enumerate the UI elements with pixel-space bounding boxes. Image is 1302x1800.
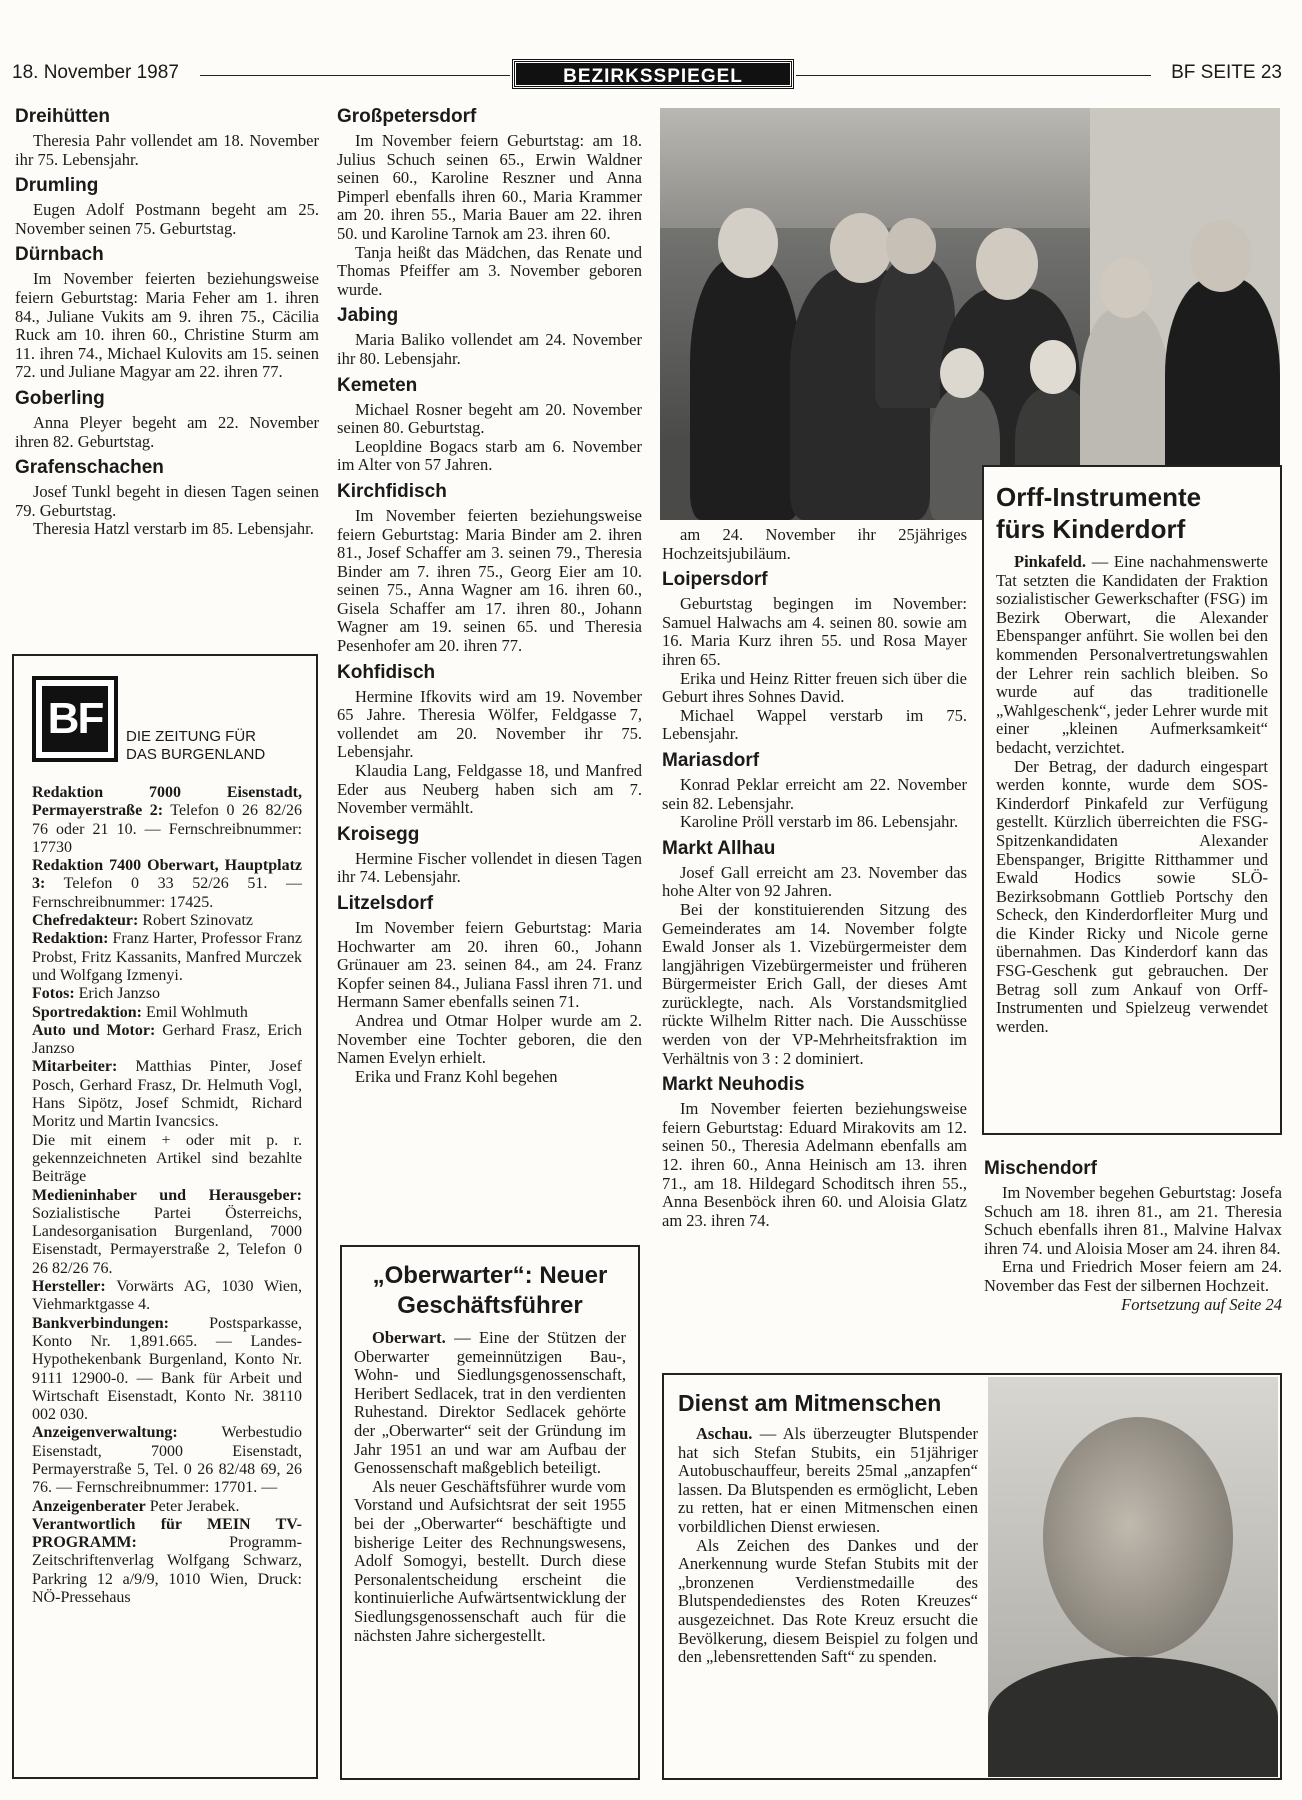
col2-title-5: Kroisegg <box>337 823 420 845</box>
col2-para-0-0: Im November feiern Geburtstag: am 18. Julius Schuch seinen 65., Erwin Waldner seinen 60., Karoline Reszner und Anna Pimperl ebenfalls ihren 60., Maria Krammer am 20. ihren 55., Maria Bauer am 22. ihren 50. und Karoline Tarnok am 23. ihren 60. <box>337 131 642 243</box>
continued-notice: Fortsetzung auf Seite 24 <box>1121 1294 1282 1314</box>
oberwarter-dateline: Oberwart. <box>372 1328 446 1347</box>
oberwarter-article <box>340 1245 640 1780</box>
column-1 <box>15 100 319 539</box>
dienst-headline: Dienst am Mitmenschen <box>678 1390 942 1416</box>
impressum-line <box>32 912 302 930</box>
tagline-line-2: DAS BURGENLAND <box>126 746 266 763</box>
impressum-line <box>32 1278 302 1315</box>
impressum-value: Robert Szinovatz <box>138 912 253 930</box>
impressum-value: Die mit einem + oder mit p. r. gekennzeichneten Artikel sind bezahlte Beiträge <box>32 1131 302 1186</box>
column-3 <box>662 526 967 1230</box>
oberwarter-headline-2: Geschäftsführer <box>397 1292 583 1319</box>
col2-title-0: Großpetersdorf <box>337 106 477 127</box>
col3-para-3-1: Bei der konstituierenden Sitzung des Gemeinderates am 14. November folgte Ewald Jonser als 1. Vizebürgermeister dem langjährigen Vizebürgermeister und früheren Bürgermeister Erich Gall, der dieses Amt zurücklegte, nach. Als Vorstandsmitglied rückte Wilhelm Ritter nach. Die Ausschüsse werden von der VP-Mehrheitsfraktion im Verhältnis von 3 : 2 dominiert. <box>662 899 967 1068</box>
impressum-line <box>32 1498 302 1516</box>
col3-title-2: Mariasdorf <box>662 749 760 771</box>
impressum-label: Anzeigenberater <box>32 1497 146 1515</box>
impressum-label: Verantwortlich für MEIN TV-PROGRAMM: <box>32 1515 302 1552</box>
col3-title-1: Loipersdorf <box>662 569 768 591</box>
impressum-line <box>32 1187 302 1278</box>
dienst-dateline: Aschau. <box>696 1424 753 1443</box>
impressum-value: Programm-Zeitschriftenverlag Wolfgang Schwarz, Parkring 12 a/9/9, 1010 Wien, Druck: NÖ-Pressehaus <box>32 1534 302 1607</box>
col2-para-2-0: Michael Rosner begeht am 20. November seinen 80. Geburtstag. <box>337 399 642 438</box>
orff-headline-1: Orff-Instrumente <box>996 482 1202 512</box>
col1-para-1-0: Eugen Adolf Postmann begeht am 25. November seinen 75. Geburtstag. <box>15 200 319 238</box>
oberwarter-para-2: Als neuer Geschäftsführer wurde vom Vorstand und Aufsichtsrat der seit 1955 bei der „Oberwarter“ beschäftigte und bisherige Leiter des Rechnungswesens, Adolf Somogyi, bestellt. Durch diese Personalentscheidung erscheint die kontinuierliche Aufwärtsentwicklung der Siedlungsgenossenschaft auch für die nächsten Jahre sichergestellt. <box>354 1476 626 1645</box>
col3-title-3: Markt Allhau <box>662 837 776 859</box>
col2-title-3: Kirchfidisch <box>337 480 447 502</box>
impressum-value: Vorwärts AG, 1030 Wien, Viehmarktgasse 4. <box>32 1278 302 1314</box>
impressum-line <box>32 1516 302 1607</box>
col1-title-3: Goberling <box>15 387 105 409</box>
portrait-photo <box>988 1377 1278 1777</box>
col2-para-5-0: Hermine Fischer vollendet in diesen Tagen ihr 74. Lebensjahr. <box>337 848 642 887</box>
column-2 <box>337 100 642 1086</box>
col3-para-0-0: am 24. November ihr 25jähriges Hochzeitsjubiläum. <box>662 525 967 563</box>
issue-date: 18. November 1987 <box>12 62 179 83</box>
impressum-label: Redaktion 7000 Eisenstadt, Permayerstraße 2: <box>32 784 302 820</box>
impressum-label: Redaktion: <box>32 930 109 948</box>
impressum-value: Peter Jerabek. <box>145 1497 240 1515</box>
col3-para-4-0: Im November feierten beziehungsweise feiern Geburtstag: Eduard Mirakovits am 12. seinen 50., Theresia Adelmann ebenfalls am 12. ihren 60., Anna Heinisch am 13. ihren 71., am 18. Hildegard Schoditsch ihren 55., Anna Besenböck ihren 60. und Aloisia Glatz am 23. ihren 74. <box>662 1099 967 1230</box>
impressum-label: Bankverbindungen: <box>32 1314 169 1332</box>
header-rule-left <box>200 75 510 76</box>
group-photo <box>660 108 1280 520</box>
page-header <box>0 60 1302 90</box>
impressum-line <box>32 857 302 912</box>
dienst-article <box>662 1373 1282 1780</box>
impressum-line <box>32 1424 302 1497</box>
col1-title-4: Grafenschachen <box>15 457 164 479</box>
dienst-para-2: Als Zeichen des Dankes und der Anerkennung wurde Stefan Stubits mit der „bronzenen Verdienstmedaille des Blutspendedienstes des Roten Kreuzes“ ausgezeichnet. Das Rote Kreuz ersucht die Bevölkerung, diesem Beispiel zu folgen und den „lebensrettenden Saft“ zu spenden. <box>678 1535 978 1667</box>
mischendorf-title: Mischendorf <box>984 1158 1097 1179</box>
oberwarter-para-1: — Eine der Stützen der Oberwarter gemeinnützigen Bau-, Wohn- und Siedlungsgenossenschaft, Heribert Sedlacek, trat in den verdienten Ruhestand. Direktor Sedlacek gehörte der „Oberwarter“ seit der Gründung im Jahr 1951 an und war am Aufbau der Genossenschaft maßgeblich beteiligt. <box>354 1328 626 1478</box>
impressum-line <box>32 784 302 857</box>
col3-title-4: Markt Neuhodis <box>662 1074 805 1096</box>
col3-para-1-2: Michael Wappel verstarb im 75. Lebensjahr. <box>662 705 967 744</box>
orff-article <box>982 465 1282 1135</box>
impressum-value: Emil Wohlmuth <box>141 1003 248 1021</box>
bf-logo <box>32 676 118 762</box>
impressum-value: Franz Harter, Professor Franz Probst, Fritz Kassanits, Manfred Murczek und Wolfgang Izmenyi. <box>32 930 302 984</box>
section-banner: BEZIRKSSPIEGEL <box>513 60 793 88</box>
impressum-value: Erich Janzso <box>74 985 160 1003</box>
col3-para-1-1: Erika und Heinz Ritter freuen sich über die Geburt ihres Sohnes David. <box>662 668 967 707</box>
orff-para-2: Der Betrag, der dadurch eingespart werden konnte, wurde dem SOS-Kinderdorf Pinkafeld zur Verfügung gestellt. Kürzlich überreichten die FSG-Spitzenkandidaten Alexander Ebenspanger, Brigitte Ritthammer und Ewald Hodics sowie SLÖ-Bezirksobmann Gottlieb Portschy den Scheck, den Kinderdorfleiter Murg und die Kinder Ricky und Nicole gerne übernahmen. Das Kinderdorf kann das FSG-Geschenk gut gebrauchen. Der Betrag soll zum Ankauf von Orff-Instrumenten und Spielzeug verwendet werden. <box>996 756 1268 1036</box>
impressum-text <box>32 784 302 1607</box>
col1-title-2: Dürnbach <box>15 244 104 266</box>
impressum-line <box>32 1132 302 1187</box>
col3-para-3-0: Josef Gall erreicht am 23. November das hohe Alter von 92 Jahren. <box>662 862 967 901</box>
impressum-value: Gerhard Frasz, Erich Janzso <box>32 1021 302 1058</box>
impressum-label: Mitarbeiter: <box>32 1058 118 1076</box>
col2-para-6-2: Erika und Franz Kohl begehen <box>355 1066 558 1086</box>
impressum-label: Hersteller: <box>32 1278 106 1296</box>
impressum-label: Anzeigenverwaltung: <box>32 1424 178 1442</box>
impressum-line <box>32 930 302 985</box>
impressum-value: Telefon 0 26 82/26 76 oder 21 10. — Fernschreibnummer: 17730 <box>32 802 302 856</box>
oberwarter-headline-1: „Oberwarter“: Neuer <box>372 1262 608 1289</box>
impressum-line <box>32 1058 302 1131</box>
orff-para-1: — Eine nachahmenswerte Tat setzten die Kandidaten der Fraktion sozialistischer Gewerkschafter (FSG) im Bezirk Oberwart, die Alexander Ebenspanger anführt. Sie wollen bei den kommenden Personalvertretungswahlen der Lehrer rein sachlich bleiben. So wurde auf das traditionelle „Wahlgeschenk“, jeder Lehrer wurde mit einer „kleinen Aufmerksamkeit“ bedacht, verzichtet. <box>996 552 1269 757</box>
col2-para-3-0: Im November feierten beziehungsweise feiern Geburtstag: Maria Binder am 2. ihren 81., Josef Schaffer am 3. seinen 79., Theresia Binder am 7. ihren 75., Georg Eier am 10. seinen 75., Anna Wagner am 16. ihren 60., Gisela Schaffer am 17. ihren 80., Johann Wagner am 19. seinen 65. und Theresia Pesenhofer am 20. ihren 77. <box>337 505 642 656</box>
impressum-value: Telefon 0 33 52/26 51. — Fernschreibnummer: 17425. <box>32 875 302 911</box>
col2-para-1-0: Maria Baliko vollendet am 24. November ihr 80. Lebensjahr. <box>337 330 642 368</box>
col1-para-0-0: Theresia Pahr vollendet am 18. November ihr 75. Lebensjahr. <box>15 131 319 169</box>
impressum-label: Auto und Motor: <box>32 1021 156 1039</box>
col2-para-6-0: Im November feiern Geburtstag: Maria Hochwarter am 20. ihren 60., Johann Grünauer am 23. seinen 84., am 24. Franz Kopfer seinen 84., Juliana Fassl ihren 71. und Hermann Samer ebenfalls seinen 71. <box>337 918 642 1012</box>
col3-para-1-0: Geburtstag begingen im November: Samuel Halwachs am 4. seinen 80. sowie am 16. Maria Kurz ihren 55. und Rosa Mayer ihren 65. <box>662 594 967 669</box>
col2-title-1: Jabing <box>337 305 399 327</box>
dienst-para-1: — Als überzeugter Blutspender hat sich Stefan Stubits, ein 51jähriger Autobuschauffeur, bereits 25mal „anzapfen“ lassen. Da Blutspenden es ermöglicht, Leben zu retten, hat er einen Mitmenschen einen vorbildlichen Dienst erwiesen. <box>678 1424 978 1536</box>
tagline-line-1: DIE ZEITUNG FÜR <box>126 728 256 745</box>
impressum-line <box>32 1315 302 1425</box>
impressum-value: Werbestudio Eisenstadt, 7000 Eisenstadt, Permayerstraße 5, Tel. 0 26 82/48 69, 26 76. — Fernschreibnummer: 17701. — <box>32 1424 302 1497</box>
bf-tagline <box>126 728 265 764</box>
col3-para-2-0: Konrad Peklar erreicht am 22. November sein 82. Lebensjahr. <box>662 774 967 813</box>
col1-para-4-1: Theresia Hatzl verstarb im 85. Lebensjahr. <box>33 519 314 539</box>
col2-para-4-1: Klaudia Lang, Feldgasse 18, und Manfred Eder aus Neuberg haben sich am 7. November vermählt. <box>337 761 642 818</box>
impressum-line <box>32 985 302 1003</box>
col2-para-2-1: Leopldine Bogacs starb am 6. November im Alter von 57 Jahren. <box>337 436 642 475</box>
impressum-label: Fotos: <box>32 985 75 1003</box>
mischendorf-section <box>984 1152 1282 1314</box>
col1-title-0: Dreihütten <box>15 106 110 127</box>
header-rule-right <box>796 75 1151 76</box>
col1-para-2-0: Im November feierten beziehungsweise feiern Geburtstag: Maria Feher am 1. ihren 84., Juliane Vukits am 9. ihren 75., Cäcilia Ruck am 10. ihren 60., Christine Sturm am 11. ihren 74., Michael Kulovits am 15. seinen 72. und Juliane Magyar am 22. ihren 77. <box>15 269 319 382</box>
page-number: BF SEITE 23 <box>1171 62 1282 83</box>
col2-title-4: Kohfidisch <box>337 661 436 683</box>
impressum-label: Medieninhaber und Herausgeber: <box>32 1186 302 1204</box>
col2-title-2: Kemeten <box>337 374 418 396</box>
mischendorf-para-2: Erna und Friedrich Moser feiern am 24. November das Fest der silbernen Hochzeit. <box>984 1257 1282 1295</box>
mischendorf-para-1: Im November begehen Geburtstag: Josefa Schuch am 18. ihren 81., am 21. Theresia Schuch ebenfalls ihren 81., Malvine Halvax ihren 74. und Aloisia Moser am 24. ihren 84. <box>984 1183 1282 1258</box>
impressum-box <box>12 654 318 1779</box>
col3-para-2-1: Karoline Pröll verstarb im 86. Lebensjahr. <box>680 812 959 832</box>
impressum-value: Sozialistische Partei Österreichs, Landesorganisation Burgenland, 7000 Eisenstadt, Permayerstraße 2, Telefon 0 26 82/26 76. <box>32 1204 302 1277</box>
impressum-value: Matthias Pinter, Josef Posch, Gerhard Frasz, Dr. Helmuth Vogl, Hans Sipötz, Josef Schmidt, Richard Moritz und Martin Ivancsics. <box>32 1058 302 1131</box>
col1-para-4-0: Josef Tunkl begeht in diesen Tagen seinen 79. Geburtstag. <box>15 482 319 520</box>
col2-para-4-0: Hermine Ifkovits wird am 19. November 65 Jahre. Theresia Wölfer, Feldgasse 7, vollendet am 20. November ihr 75. Lebensjahr. <box>337 686 642 762</box>
impressum-line <box>32 1022 302 1059</box>
impressum-value: Postsparkasse, Konto Nr. 1,891.665. — Landes-Hypothekenbank Burgenland, Konto Nr. 9111 12900-0. — Bank für Arbeit und Wirtschaft Eisenstadt, Konto Nr. 38110 002 030. <box>32 1314 302 1424</box>
bf-logo-text: BF <box>42 686 108 752</box>
orff-headline-2: fürs Kinderdorf <box>996 514 1186 544</box>
col2-para-0-1: Tanja heißt das Mädchen, das Renate und Thomas Pfeiffer am 3. November geboren wurde. <box>337 242 642 299</box>
col2-title-6: Litzelsdorf <box>337 893 434 914</box>
impressum-line <box>32 1004 302 1022</box>
impressum-label: Sportredaktion: <box>32 1003 142 1021</box>
col1-para-3-0: Anna Pleyer begeht am 22. November ihren 82. Geburtstag. <box>15 412 319 451</box>
impressum-label: Redaktion 7400 Oberwart, Hauptplatz 3: <box>32 857 302 893</box>
col1-title-1: Drumling <box>15 175 99 197</box>
orff-dateline: Pinkafeld. <box>1014 552 1086 571</box>
impressum-label: Chefredakteur: <box>32 912 139 930</box>
col2-para-6-1: Andrea und Otmar Holper wurde am 2. November eine Tochter geboren, die den Namen Evelyn erhielt. <box>337 1010 642 1068</box>
